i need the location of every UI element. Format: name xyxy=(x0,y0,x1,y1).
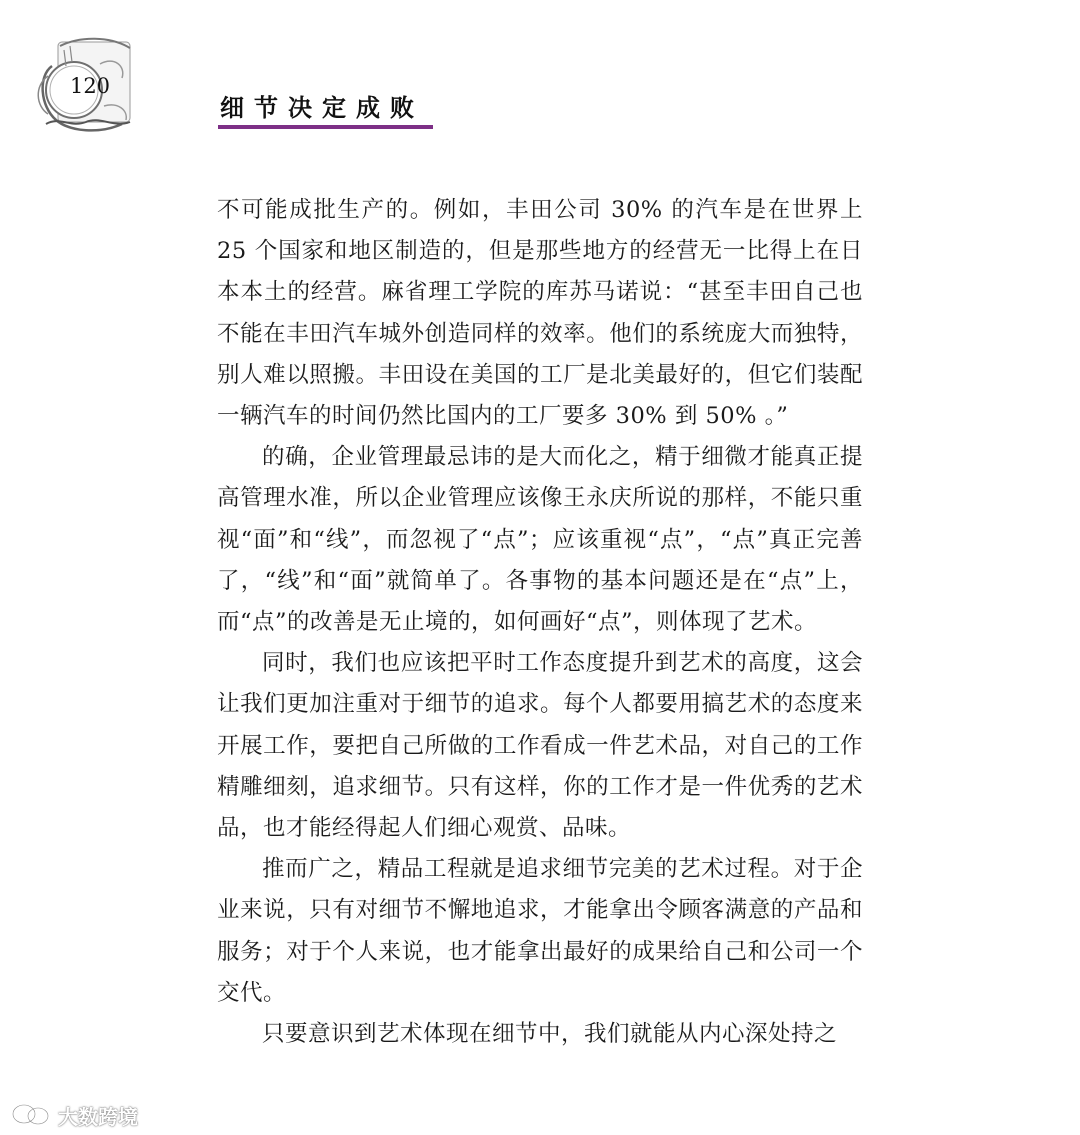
watermark-text: 大数跨境 xyxy=(58,1104,138,1129)
running-head-title: 细节决定成败 xyxy=(220,94,424,122)
paragraph-2: 的确，企业管理最忌讳的是大而化之，精于细微才能真正提高管理水准，所以企业管理应该像王永庆所说的那样，不能只重视“面”和“线”，而忽视了“点”；应该重视“点”，“点”真正完善了，“线”和“面”就简单了。各事物的基本问题还是在“点”上，而“点”的改善是无止境的，如何画好“点”，则体现了艺术。 xyxy=(217,444,863,636)
chat-bubble-logo-icon xyxy=(10,1101,52,1129)
paragraph-5: 只要意识到艺术体现在细节中，我们就能从内心深处持之 xyxy=(262,1021,838,1048)
watermark xyxy=(10,1100,138,1130)
paragraph-4: 推而广之，精品工程就是追求细节完美的艺术过程。对于企业来说，只有对细节不懈地追求，才能拿出令顾客满意的产品和服务；对于个人来说，也才能拿出最好的成果给自己和公司一个交代。 xyxy=(217,856,863,1006)
paragraph-3: 同时，我们也应该把平时工作态度提升到艺术的高度，这会让我们更加注重对于细节的追求。每个人都要用搞艺术的态度来开展工作，要把自己所做的工作看成一件艺术品，对自己的工作精雕细刻，追求细节。只有这样，你的工作才是一件优秀的艺术品，也才能经得起人们细心观赏、品味。 xyxy=(217,650,863,842)
body-text xyxy=(217,190,863,1055)
page-number: 120 xyxy=(69,74,111,98)
paragraph-1: 不可能成批生产的。例如，丰田公司 30% 的汽车是在世界上 25 个国家和地区制造的，但是那些地方的经营无一比得上在日本本土的经营。麻省理工学院的库苏马诺说：“甚至丰田自己也不能在丰田汽车城外创造同样的效率。他们的系统庞大而独特，别人难以照搬。丰田设在美国的工厂是北美最好的，但它们装配一辆汽车的时间仍然比国内的工厂要多 30% 到 50% 。” xyxy=(217,197,863,430)
running-head-rule xyxy=(218,125,433,129)
